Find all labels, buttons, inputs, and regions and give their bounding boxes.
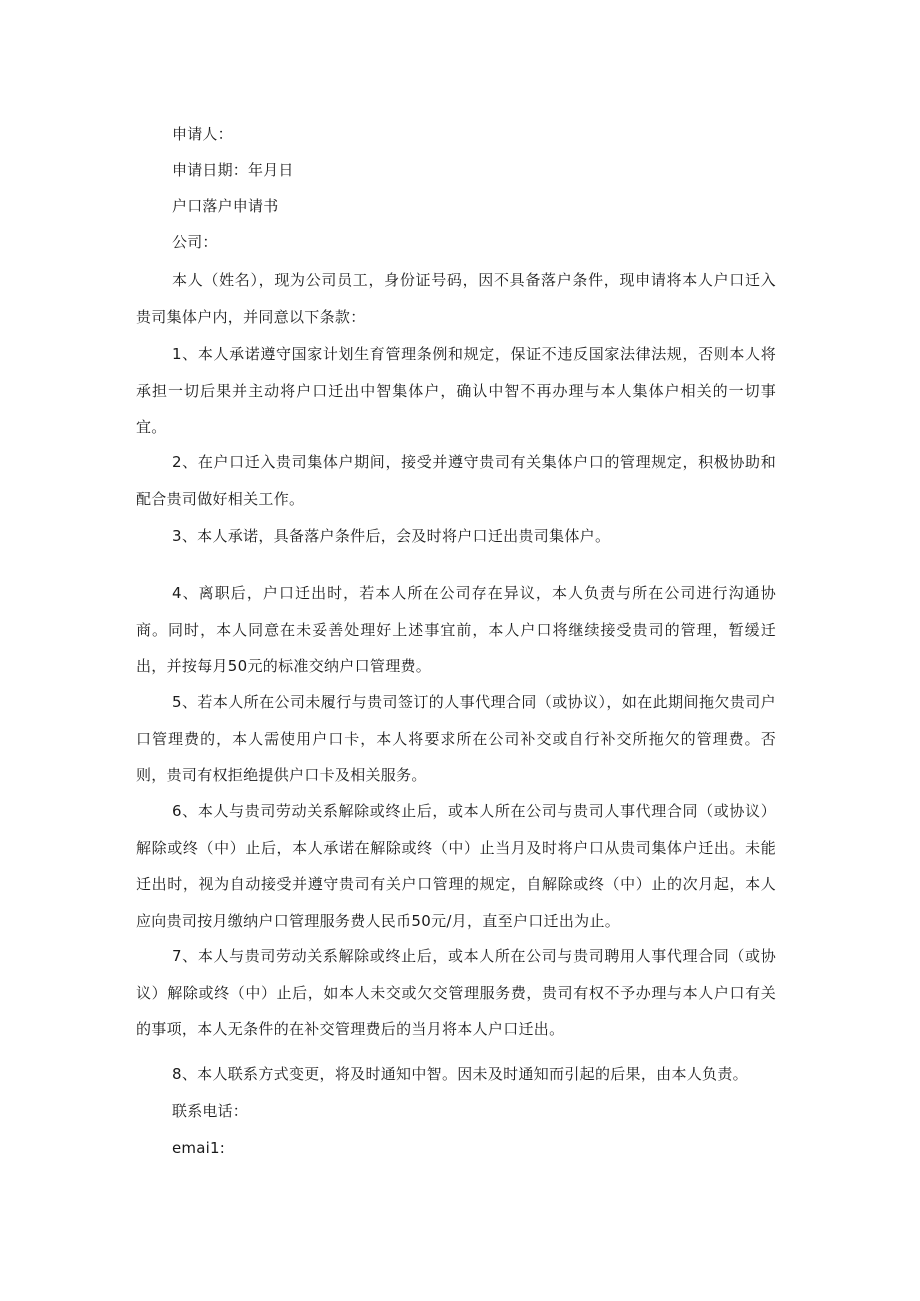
recipient-label: 公司： (172, 233, 218, 251)
intro-paragraph: 本人（姓名），现为公司员工，身份证号码，因不具备落户条件，现申请将本人户口迁入贵司集体户内，并同意以下条款： (136, 271, 776, 326)
clause-8: 8、本人联系方式变更，将及时通知中智。因未及时通知而引起的后果，由本人负责。 (172, 1065, 748, 1083)
clause-3: 3、本人承诺，具备落户条件后，会及时将户口迁出贵司集体户。 (172, 527, 611, 545)
clause-4: 4、离职后，户口迁出时，若本人所在公司存在异议，本人负责与所在公司进行沟通协商。同时，本人同意在未妥善处理好上述事宜前，本人户口将继续接受贵司的管理，暂缓迁出，并按每月50元的标准交纳户口管理费。 (136, 584, 776, 675)
applicant-label: 申请人： (172, 125, 233, 143)
clause-1: 1、本人承诺遵守国家计划生育管理条例和规定，保证不违反国家法律法规，否则本人将承担一切后果并主动将户口迁出中智集体户，确认中智不再办理与本人集体户相关的一切事宜。 (136, 345, 776, 436)
application-date: 申请日期：年月日 (172, 161, 294, 179)
clause-7: 7、本人与贵司劳动关系解除或终止后，或本人所在公司与贵司聘用人事代理合同（或协议）解除或终（中）止后，如本人未交或欠交管理服务费，贵司有权不予办理与本人户口有关的事项，本人无条件的在补交管理费后的当月将本人户口迁出。 (136, 947, 776, 1038)
document-title: 户口落户申请书 (172, 197, 279, 215)
email-label: emai1: (172, 1139, 225, 1157)
phone-label: 联系电话： (172, 1102, 249, 1120)
clause-2: 2、在户口迁入贵司集体户期间，接受并遵守贵司有关集体户口的管理规定，积极协助和配合贵司做好相关工作。 (136, 453, 776, 508)
clause-5: 5、若本人所在公司未履行与贵司签订的人事代理合同（或协议），如在此期间拖欠贵司户口管理费的，本人需使用户口卡，本人将要求所在公司补交或自行补交所拖欠的管理费。否则，贵司有权拒绝提供户口卡及相关服务。 (136, 693, 776, 784)
clause-6: 6、本人与贵司劳动关系解除或终止后，或本人所在公司与贵司人事代理合同（或协议）解除或终（中）止后，本人承诺在解除或终（中）止当月及时将户口从贵司集体户迁出。未能迁出时，视为自动接受并遵守贵司有关户口管理的规定，自解除或终（中）止的次月起，本人应向贵司按月缴纳户口管理服务费人民币50元/月，直至户口迁出为止。 (136, 802, 776, 930)
